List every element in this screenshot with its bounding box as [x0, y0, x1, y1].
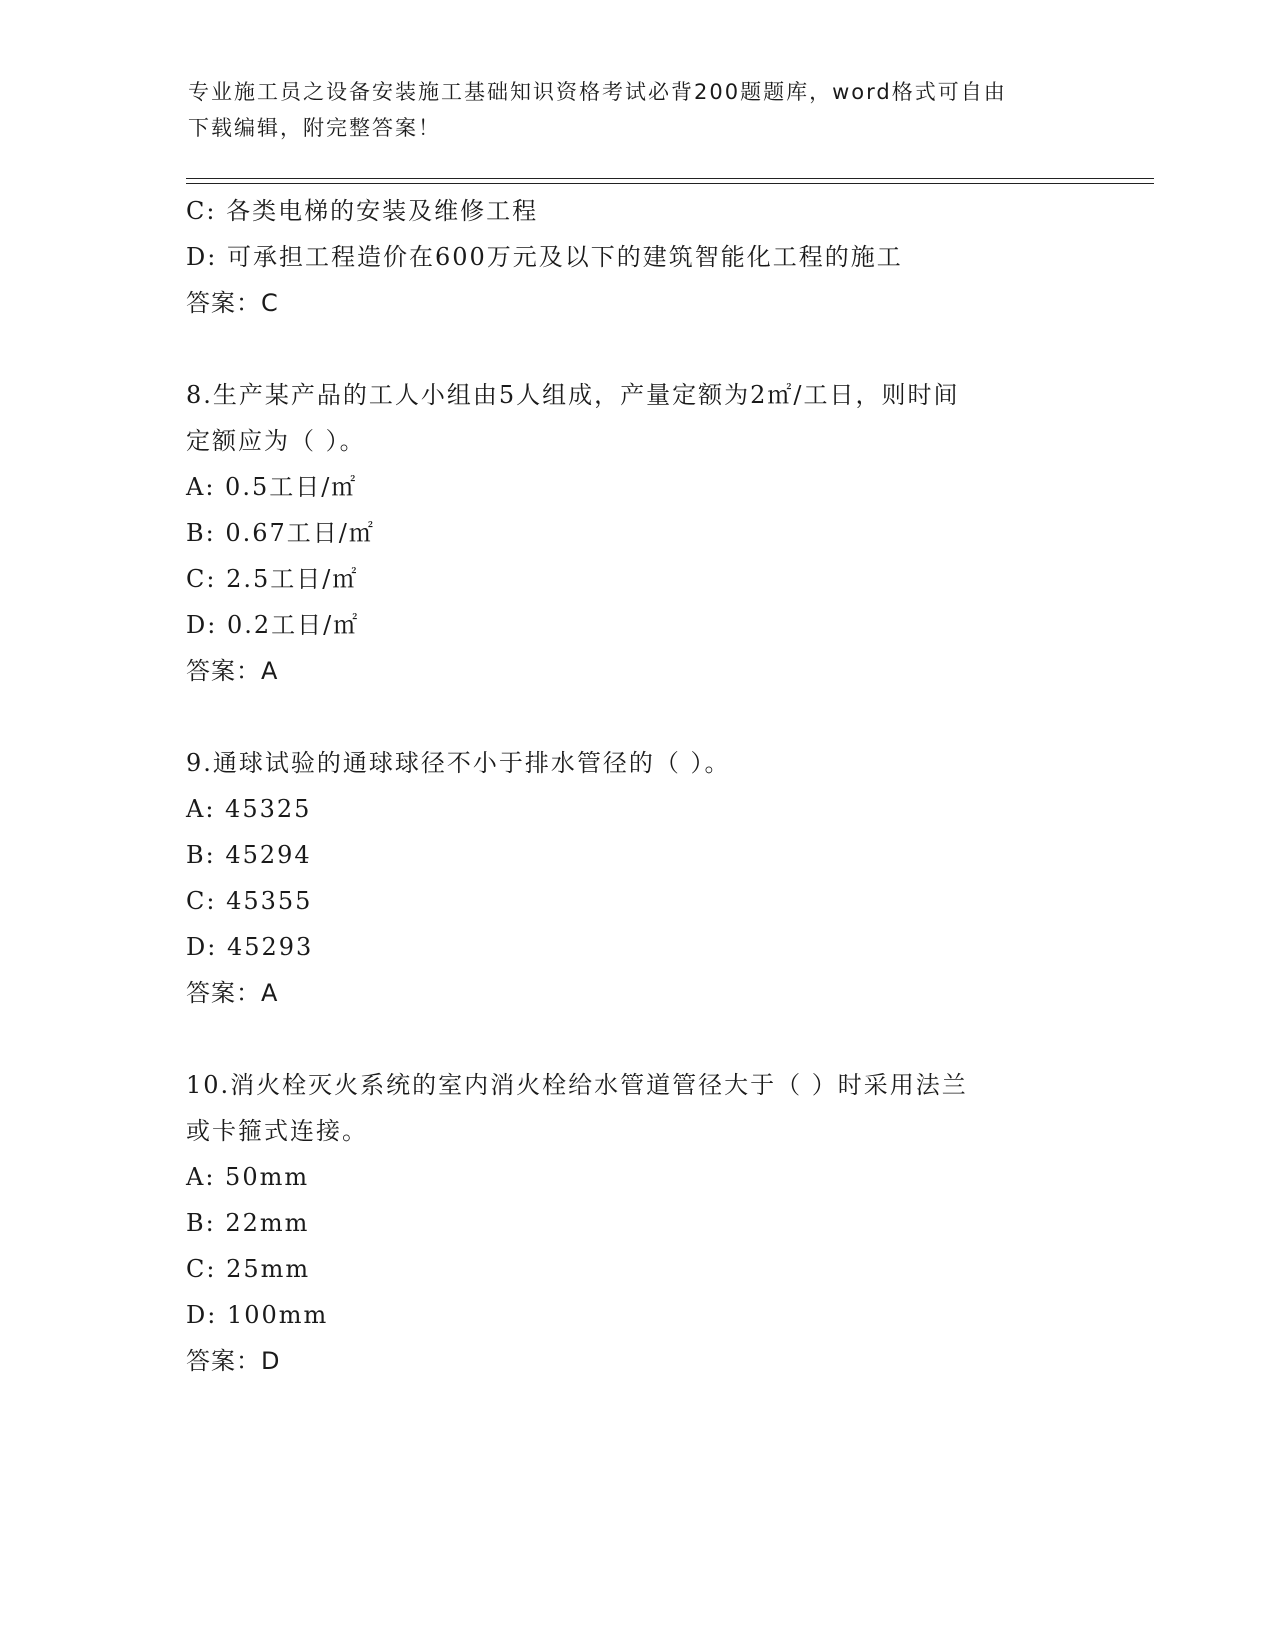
spacer	[186, 694, 1086, 740]
question-list	[186, 188, 1086, 1384]
answer-line: 答案：C	[186, 289, 279, 317]
question-8	[186, 372, 1086, 694]
question-stem-line-1: 8.生产某产品的工人小组由5人组成，产量定额为2㎡/工日，则时间	[186, 381, 960, 409]
option-d: D: 可承担工程造价在600万元及以下的建筑智能化工程的施工	[186, 243, 903, 271]
option-d: D: 100mm	[186, 1301, 329, 1329]
answer-line: 答案：D	[186, 1347, 281, 1375]
header-divider-top	[186, 178, 1154, 179]
question-7-continued	[186, 188, 1086, 326]
question-stem-line-2: 定额应为（ ）。	[186, 427, 366, 455]
option-c: C: 25mm	[186, 1255, 311, 1283]
option-c: C: 2.5工日/㎡	[186, 565, 359, 593]
spacer	[186, 1016, 1086, 1062]
option-b: B: 45294	[186, 841, 312, 869]
option-a: A: 45325	[186, 795, 312, 823]
option-b: B: 22mm	[186, 1209, 310, 1237]
option-a: A: 50mm	[186, 1163, 310, 1191]
question-stem-line-1: 9.通球试验的通球球径不小于排水管径的（ ）。	[186, 749, 731, 777]
option-c: C: 各类电梯的安装及维修工程	[186, 197, 539, 225]
answer-line: 答案：A	[186, 979, 279, 1007]
document-header	[188, 74, 1088, 146]
header-title-line-2: 下载编辑，附完整答案！	[188, 116, 441, 140]
answer-line: 答案：A	[186, 657, 279, 685]
option-d: D: 45293	[186, 933, 314, 961]
question-9	[186, 740, 1086, 1016]
question-stem-line-2: 或卡箍式连接。	[186, 1117, 368, 1145]
question-stem-line-1: 10.消火栓灭火系统的室内消火栓给水管道管径大于（ ）时采用法兰	[186, 1071, 968, 1099]
header-divider-bottom	[186, 183, 1154, 184]
spacer	[186, 326, 1086, 372]
header-title-line-1: 专业施工员之设备安装施工基础知识资格考试必背200题题库，word格式可自由	[188, 80, 1007, 104]
option-d: D: 0.2工日/㎡	[186, 611, 360, 639]
option-c: C: 45355	[186, 887, 313, 915]
option-a: A: 0.5工日/㎡	[186, 473, 358, 501]
question-10	[186, 1062, 1086, 1384]
option-b: B: 0.67工日/㎡	[186, 519, 375, 547]
